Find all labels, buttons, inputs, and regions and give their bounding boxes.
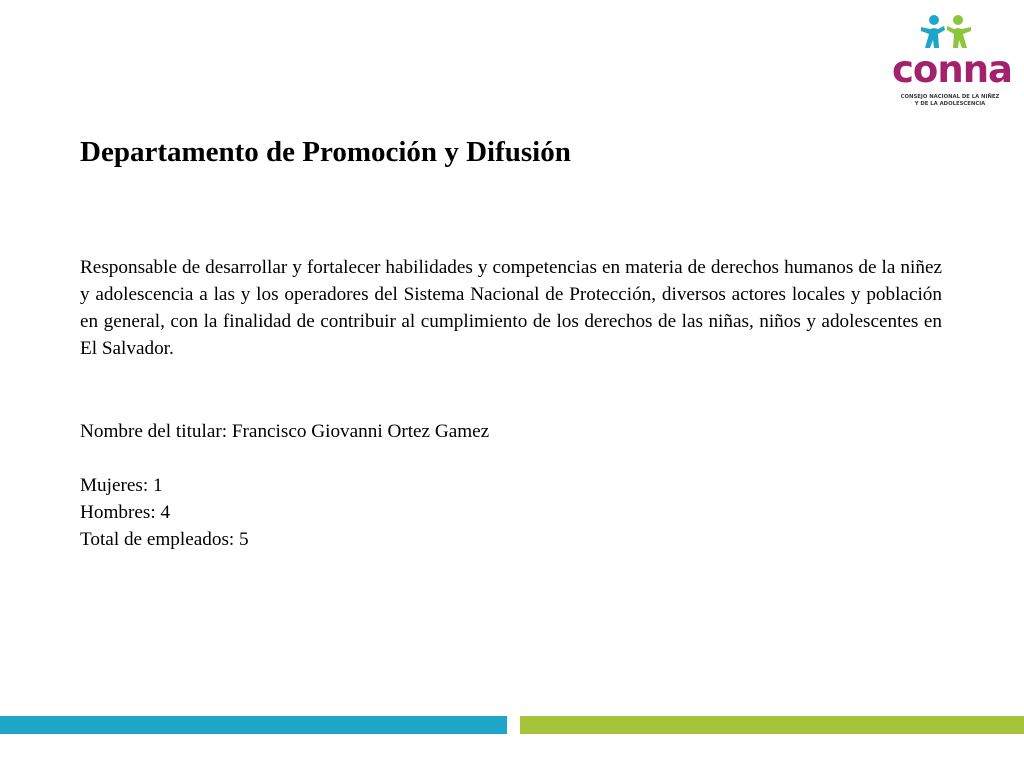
department-description: Responsable de desarrollar y fortalecer habilidades y competencias en materia de derechos humanos de la niñez y adolescencia a las y los operadores del Sistema Nacional de Protección, diversos actores locales y población en general, con la finalidad de contribuir al cumplimiento de los derechos de las niñas, niños y adolescentes en El Salvador. — [80, 257, 942, 359]
logo-caption-line2: Y DE LA ADOLESCENCIA — [914, 101, 986, 107]
logo-wordmark: conna — [892, 48, 1013, 91]
total-employees: Total de empleados: 5 — [80, 529, 249, 550]
footer-bar-blue — [0, 716, 507, 734]
titular-name: Nombre del titular: Francisco Giovanni Ortez Gamez — [80, 421, 490, 442]
footer-bar-green — [520, 716, 1024, 734]
women-count: Mujeres: 1 — [80, 475, 163, 496]
conna-children-figures-icon — [918, 14, 978, 50]
logo-caption-line1: CONSEJO NACIONAL DE LA NIÑEZ — [900, 94, 1000, 100]
logo-caption — [894, 94, 1006, 108]
conna-logo — [888, 14, 1013, 114]
men-count: Hombres: 4 — [80, 502, 171, 523]
page-title: Departamento de Promoción y Difusión — [80, 136, 571, 168]
